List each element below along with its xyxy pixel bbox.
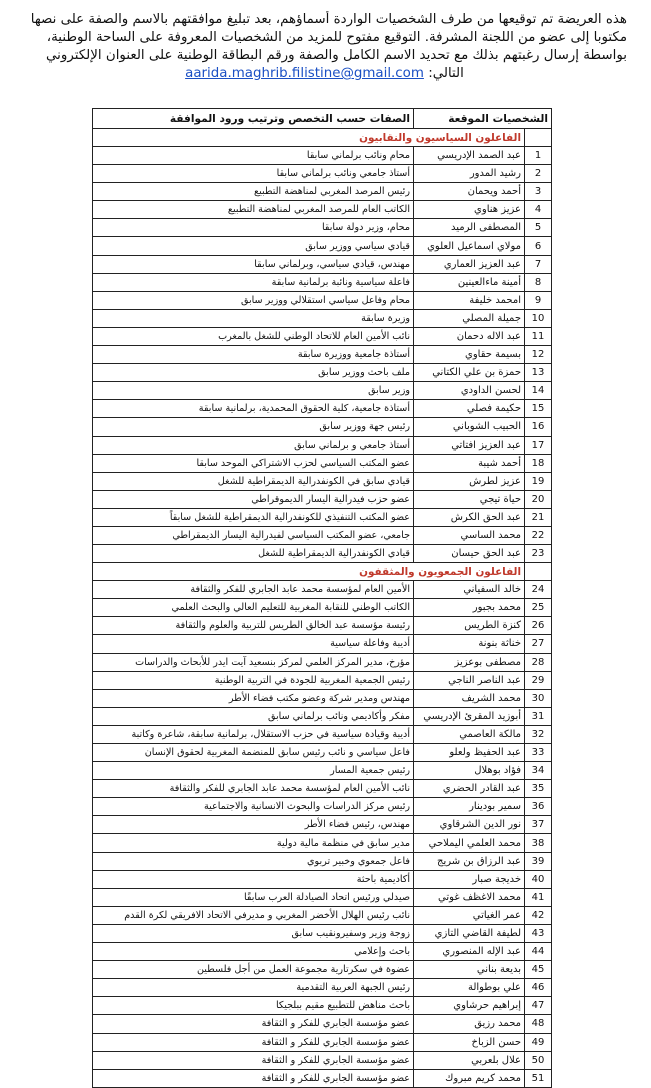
signatory-name: إبراهيم حرشاوي: [414, 997, 525, 1015]
signatory-name: فؤاد بوهلال: [414, 762, 525, 780]
row-number: 37: [525, 816, 552, 834]
signatory-name: عبد العزيز العماري: [414, 255, 525, 273]
row-number: 11: [525, 327, 552, 345]
table-row: [93, 1069, 552, 1087]
signatory-description: صيدلي ورئيس اتحاد الصيادلة العرب سابقًا: [93, 888, 414, 906]
table-row: [93, 816, 552, 834]
row-number: 13: [525, 364, 552, 382]
signatory-name: حكيمة فصلي: [414, 400, 525, 418]
table-row: [93, 635, 552, 653]
table-row: [93, 798, 552, 816]
signatory-description: قيادي الكونفدرالية الديمقراطية للشغل: [93, 545, 414, 563]
signatory-description: عضو المكتب السياسي لحزب الاشتراكي الموحد سابقا: [93, 454, 414, 472]
row-number: 39: [525, 852, 552, 870]
table-row: [93, 617, 552, 635]
signatory-description: عضو حزب فيدرالية اليسار الديموقراطي: [93, 490, 414, 508]
signatory-name: مصطفى بوعزيز: [414, 653, 525, 671]
signatory-description: رئيسة مؤسسة عبد الخالق الطريس للتربية والعلوم والثقافة: [93, 617, 414, 635]
table-row: [93, 472, 552, 490]
signatory-name: عزيز لطرش: [414, 472, 525, 490]
signatory-description: وزيرة سابقة: [93, 309, 414, 327]
signatory-name: أمينة ماءالعينين: [414, 273, 525, 291]
signatory-description: عضوة في سكرتارية مجموعة العمل من أجل فلسطين: [93, 961, 414, 979]
table-row: [93, 147, 552, 165]
row-number: 3: [525, 183, 552, 201]
signatory-description: أستاذ جامعي ونائب برلماني سابقا: [93, 165, 414, 183]
row-number: 19: [525, 472, 552, 490]
signatory-name: لحسن الداودي: [414, 382, 525, 400]
row-number: 40: [525, 870, 552, 888]
signatory-description: أستاذة جامعية ووزيرة سابقة: [93, 346, 414, 364]
signatory-name: خديجة صبار: [414, 870, 525, 888]
intro-line-4: [22, 65, 627, 83]
signatory-name: عبد الصمد الإدريسي: [414, 147, 525, 165]
row-number: 16: [525, 418, 552, 436]
signatory-description: مهندس، رئيس فضاء الأطر: [93, 816, 414, 834]
signatory-name: بديعة بناني: [414, 961, 525, 979]
email-link[interactable]: aarida.maghrib.filistine@gmail.com: [185, 66, 424, 81]
signatory-description: أديبة وقيادة سياسية في حزب الاستقلال، برلمانية سابقة، شاعرة وكاتبة: [93, 725, 414, 743]
table-row: [93, 888, 552, 906]
intro-line-1: هذه العريضة تم توقيعها من طرف الشخصيات الواردة أسماؤهم، بعد تبليغ موافقتهم بالاسم والصفة على نصها: [30, 12, 627, 27]
table-row: [93, 725, 552, 743]
row-number: 2: [525, 165, 552, 183]
row-number: 35: [525, 780, 552, 798]
row-number: 28: [525, 653, 552, 671]
table-row: [93, 219, 552, 237]
row-number: 24: [525, 581, 552, 599]
signatory-name: علال بلعربي: [414, 1051, 525, 1069]
row-number: 27: [525, 635, 552, 653]
table-row: [93, 689, 552, 707]
table-row: [93, 581, 552, 599]
signatory-name: رشيد المدور: [414, 165, 525, 183]
row-number: 38: [525, 834, 552, 852]
signatory-description: قيادي سياسي ووزير سابق: [93, 237, 414, 255]
signatory-description: محام ونائب برلماني سابقا: [93, 147, 414, 165]
table-row: [93, 671, 552, 689]
table-body: [93, 129, 552, 1088]
signatory-name: حمزة بن علي الكتاني: [414, 364, 525, 382]
signatory-name: كنزة الطريس: [414, 617, 525, 635]
table-row: [93, 545, 552, 563]
table-row: [93, 508, 552, 526]
signatory-description: عضو مؤسسة الجابري للفكر و الثقافة: [93, 1069, 414, 1087]
table-row: [93, 707, 552, 725]
table-row: [93, 309, 552, 327]
row-number: 14: [525, 382, 552, 400]
signatory-name: محمد كريم مبروك: [414, 1069, 525, 1087]
row-number: 6: [525, 237, 552, 255]
signatory-name: محمد بجبور: [414, 599, 525, 617]
header-signatories: الشخصيات الموقعة: [414, 109, 552, 129]
table-row: [93, 906, 552, 924]
table-row: [93, 183, 552, 201]
row-number: 51: [525, 1069, 552, 1087]
signatory-description: باحث مناهض للتطبيع مقيم ببلجيكا: [93, 997, 414, 1015]
table-row: [93, 834, 552, 852]
signatory-description: أستاذة جامعية، كلية الحقوق المحمدية، برلمانية سابقة: [93, 400, 414, 418]
row-number: 23: [525, 545, 552, 563]
signatory-description: مهندس، قيادي سياسي، وبرلماني سابقا: [93, 255, 414, 273]
table-row: [93, 997, 552, 1015]
signatory-name: مولاي اسماعيل العلوي: [414, 237, 525, 255]
row-number: 12: [525, 346, 552, 364]
row-number: 17: [525, 436, 552, 454]
signatory-name: خالد السفياني: [414, 581, 525, 599]
signatory-description: قيادي سابق في الكونفدرالية الديمقراطية للشغل: [93, 472, 414, 490]
row-number: 32: [525, 725, 552, 743]
signatory-name: أحمد شيبة: [414, 454, 525, 472]
signatory-name: عبد الاله دحمان: [414, 327, 525, 345]
signatory-description: وزير سابق: [93, 382, 414, 400]
intro-line-2: مكتوبا إلى عضو من اللجنة المشرفة. التوقيع مفتوح للمزيد من الشخصيات المعروفة على الساحة الوطنية،: [46, 30, 627, 45]
table-row: [93, 201, 552, 219]
signatory-name: محمد رزيق: [414, 1015, 525, 1033]
signatory-name: نور الدين الشرقاوي: [414, 816, 525, 834]
row-number: 4: [525, 201, 552, 219]
signatory-description: الكاتب الوطني للنقابة المغربية للتعليم العالي والبحث العلمي: [93, 599, 414, 617]
signatory-description: عضو مؤسسة الجابري للفكر و الثقافة: [93, 1051, 414, 1069]
row-number: 5: [525, 219, 552, 237]
row-number: 9: [525, 291, 552, 309]
table-row: [93, 400, 552, 418]
intro-last-label: التالي:: [428, 66, 464, 81]
row-number: 49: [525, 1033, 552, 1051]
row-number: 50: [525, 1051, 552, 1069]
signatory-description: أكاديمية باحثة: [93, 870, 414, 888]
table-row: [93, 418, 552, 436]
signatory-description: أديبة وفاعلة سياسية: [93, 635, 414, 653]
signatory-name: الحبيب الشوباني: [414, 418, 525, 436]
row-number: 31: [525, 707, 552, 725]
intro-line-3: بواسطة إرسال رغبتهم بذلك مع تحديد الاسم الكامل والصفة ورقم البطاقة الوطنية على العنوان الإلكتروني: [45, 48, 627, 63]
signatory-name: المصطفى الرميد: [414, 219, 525, 237]
signatory-description: مدير سابق في منظمة مالية دولية: [93, 834, 414, 852]
signatory-description: الأمين العام لمؤسسة محمد عابد الجابري للفكر والثقافة: [93, 581, 414, 599]
table-row: [93, 961, 552, 979]
table-row: [93, 943, 552, 961]
table-row: [93, 273, 552, 291]
table-row: [93, 599, 552, 617]
signatory-name: أبوزيد المقرئ الإدريسي: [414, 707, 525, 725]
signatory-name: حياة تيجي: [414, 490, 525, 508]
row-number: 18: [525, 454, 552, 472]
signatory-description: عضو المكتب التنفيذي للكونفدرالية الديمقراطية للشغل سابقاً: [93, 508, 414, 526]
row-number: 33: [525, 744, 552, 762]
table-row: [93, 364, 552, 382]
table-row: [93, 852, 552, 870]
signatory-description: باحث وإعلامي: [93, 943, 414, 961]
signatory-name: عبد الحفيظ ولعلو: [414, 744, 525, 762]
signatory-name: عبد الحق الكرش: [414, 508, 525, 526]
row-number: 29: [525, 671, 552, 689]
signatory-description: عضو مؤسسة الجابري للفكر و الثقافة: [93, 1033, 414, 1051]
row-number: 21: [525, 508, 552, 526]
signatory-description: رئيس الجمعية المغربية للجودة في التربية الوطنية: [93, 671, 414, 689]
signatory-name: عبد الرزاق بن شريج: [414, 852, 525, 870]
signatory-name: لطيفة القاضي التازي: [414, 924, 525, 942]
signatory-description: رئيس المرصد المغربي لمناهضة التطبيع: [93, 183, 414, 201]
signatory-description: مفكر وأكاديمي ونائب برلماني سابق: [93, 707, 414, 725]
table-row: [93, 744, 552, 762]
table-row: [93, 780, 552, 798]
signatory-name: محمد الشريف: [414, 689, 525, 707]
table-row: [93, 436, 552, 454]
signatory-name: عبد الحق حيسان: [414, 545, 525, 563]
row-number: 34: [525, 762, 552, 780]
signatory-description: فاعلة سياسية ونائبة برلمانية سابقة: [93, 273, 414, 291]
signatory-name: حسن الزباخ: [414, 1033, 525, 1051]
row-number: 20: [525, 490, 552, 508]
row-number: 36: [525, 798, 552, 816]
signatory-description: أستاذ جامعي و برلماني سابق: [93, 436, 414, 454]
row-number: 42: [525, 906, 552, 924]
row-number: 48: [525, 1015, 552, 1033]
signatory-description: مؤرخ، مدير المركز العلمي لمركز بنسعيد آيت ايدر للأبحاث والدراسات: [93, 653, 414, 671]
signatories-table: [92, 108, 552, 1088]
signatory-name: عبد القادر الحضري: [414, 780, 525, 798]
table-row: [93, 454, 552, 472]
signatory-description: نائب الأمين العام للاتحاد الوطني للشغل بالمغرب: [93, 327, 414, 345]
signatory-description: رئيس جمعية المسار: [93, 762, 414, 780]
table-row: [93, 237, 552, 255]
table-row: [93, 291, 552, 309]
row-number: 41: [525, 888, 552, 906]
header-descriptions: الصفات حسب التخصص وترتيب ورود الموافقة: [93, 109, 414, 129]
signatory-description: محام وفاعل سياسي استقلالي ووزير سابق: [93, 291, 414, 309]
signatory-description: رئيس جهة ووزير سابق: [93, 418, 414, 436]
table-header-row: [93, 109, 552, 129]
row-number: 10: [525, 309, 552, 327]
signatory-description: فاعل سياسي و نائب رئيس سابق للمنضمة المغربية لحقوق الإنسان: [93, 744, 414, 762]
section-number-cell: [525, 129, 552, 147]
signatory-description: نائب الأمين العام لمؤسسة محمد عابد الجابري للفكر والثقافة: [93, 780, 414, 798]
section-title: الفاعلون الجمعويون والمثقفون: [93, 563, 525, 581]
signatory-description: رئيس الجبهة العربية التقدمية: [93, 979, 414, 997]
table-row: [93, 979, 552, 997]
signatory-description: عضو مؤسسة الجابري للفكر و الثقافة: [93, 1015, 414, 1033]
row-number: 1: [525, 147, 552, 165]
signatory-name: محمد الساسي: [414, 526, 525, 544]
table-row: [93, 255, 552, 273]
row-number: 46: [525, 979, 552, 997]
signatory-name: جميلة المصلي: [414, 309, 525, 327]
signatory-description: محام، وزير دولة سابقا: [93, 219, 414, 237]
signatory-name: عبد العزيز افتاتي: [414, 436, 525, 454]
table-row: [93, 327, 552, 345]
signatory-name: خناثة بنونة: [414, 635, 525, 653]
row-number: 44: [525, 943, 552, 961]
row-number: 45: [525, 961, 552, 979]
section-number-cell: [525, 563, 552, 581]
intro-paragraph: [22, 11, 627, 83]
row-number: 25: [525, 599, 552, 617]
table-row: [93, 1051, 552, 1069]
table-row: [93, 762, 552, 780]
signatory-name: عمر الغياتي: [414, 906, 525, 924]
signatory-name: أحمد ويحمان: [414, 183, 525, 201]
signatory-name: امحمد خليفة: [414, 291, 525, 309]
table-row: [93, 526, 552, 544]
row-number: 26: [525, 617, 552, 635]
signatory-description: نائب رئيس الهلال الأخضر المغربي و مديرفي الاتحاد الافريقي لكرة القدم: [93, 906, 414, 924]
signatory-description: رئيس مركز الدراسات والبحوث الانسانية والاجتماعية: [93, 798, 414, 816]
table-row: [93, 382, 552, 400]
section-row: [93, 129, 552, 147]
section-row: [93, 563, 552, 581]
signatory-description: ملف باحث ووزير سابق: [93, 364, 414, 382]
signatory-name: محمد الاغظف غوتي: [414, 888, 525, 906]
row-number: 8: [525, 273, 552, 291]
signatory-description: مهندس ومدير شركة وعضو مكتب فضاء الأطر: [93, 689, 414, 707]
signatory-description: فاعل جمعوي وخبير تربوي: [93, 852, 414, 870]
row-number: 7: [525, 255, 552, 273]
signatory-name: بسيمة حقاوي: [414, 346, 525, 364]
table-row: [93, 490, 552, 508]
signatory-name: سمير بودينار: [414, 798, 525, 816]
signatory-description: جامعي، عضو المكتب السياسي لفيدرالية اليسار الديمقراطي: [93, 526, 414, 544]
row-number: 15: [525, 400, 552, 418]
signatory-name: عزيز هناوي: [414, 201, 525, 219]
row-number: 43: [525, 924, 552, 942]
table-row: [93, 1033, 552, 1051]
table-row: [93, 165, 552, 183]
signatory-description: الكاتب العام للمرصد المغربي لمناهضة التطبيع: [93, 201, 414, 219]
signatory-name: مالكة العاصمي: [414, 725, 525, 743]
signatory-name: محمد العلمي اليملاحي: [414, 834, 525, 852]
row-number: 47: [525, 997, 552, 1015]
signatory-name: عبد الناصر الناجي: [414, 671, 525, 689]
section-title: الفاعلون السياسيون والنقابيون: [93, 129, 525, 147]
row-number: 30: [525, 689, 552, 707]
table-row: [93, 653, 552, 671]
table-row: [93, 346, 552, 364]
row-number: 22: [525, 526, 552, 544]
table-row: [93, 870, 552, 888]
signatory-name: عبد الإله المنصوري: [414, 943, 525, 961]
table-row: [93, 924, 552, 942]
signatory-name: علي بوطوالة: [414, 979, 525, 997]
signatory-description: زوجة وزير وسفيرونقيب سابق: [93, 924, 414, 942]
